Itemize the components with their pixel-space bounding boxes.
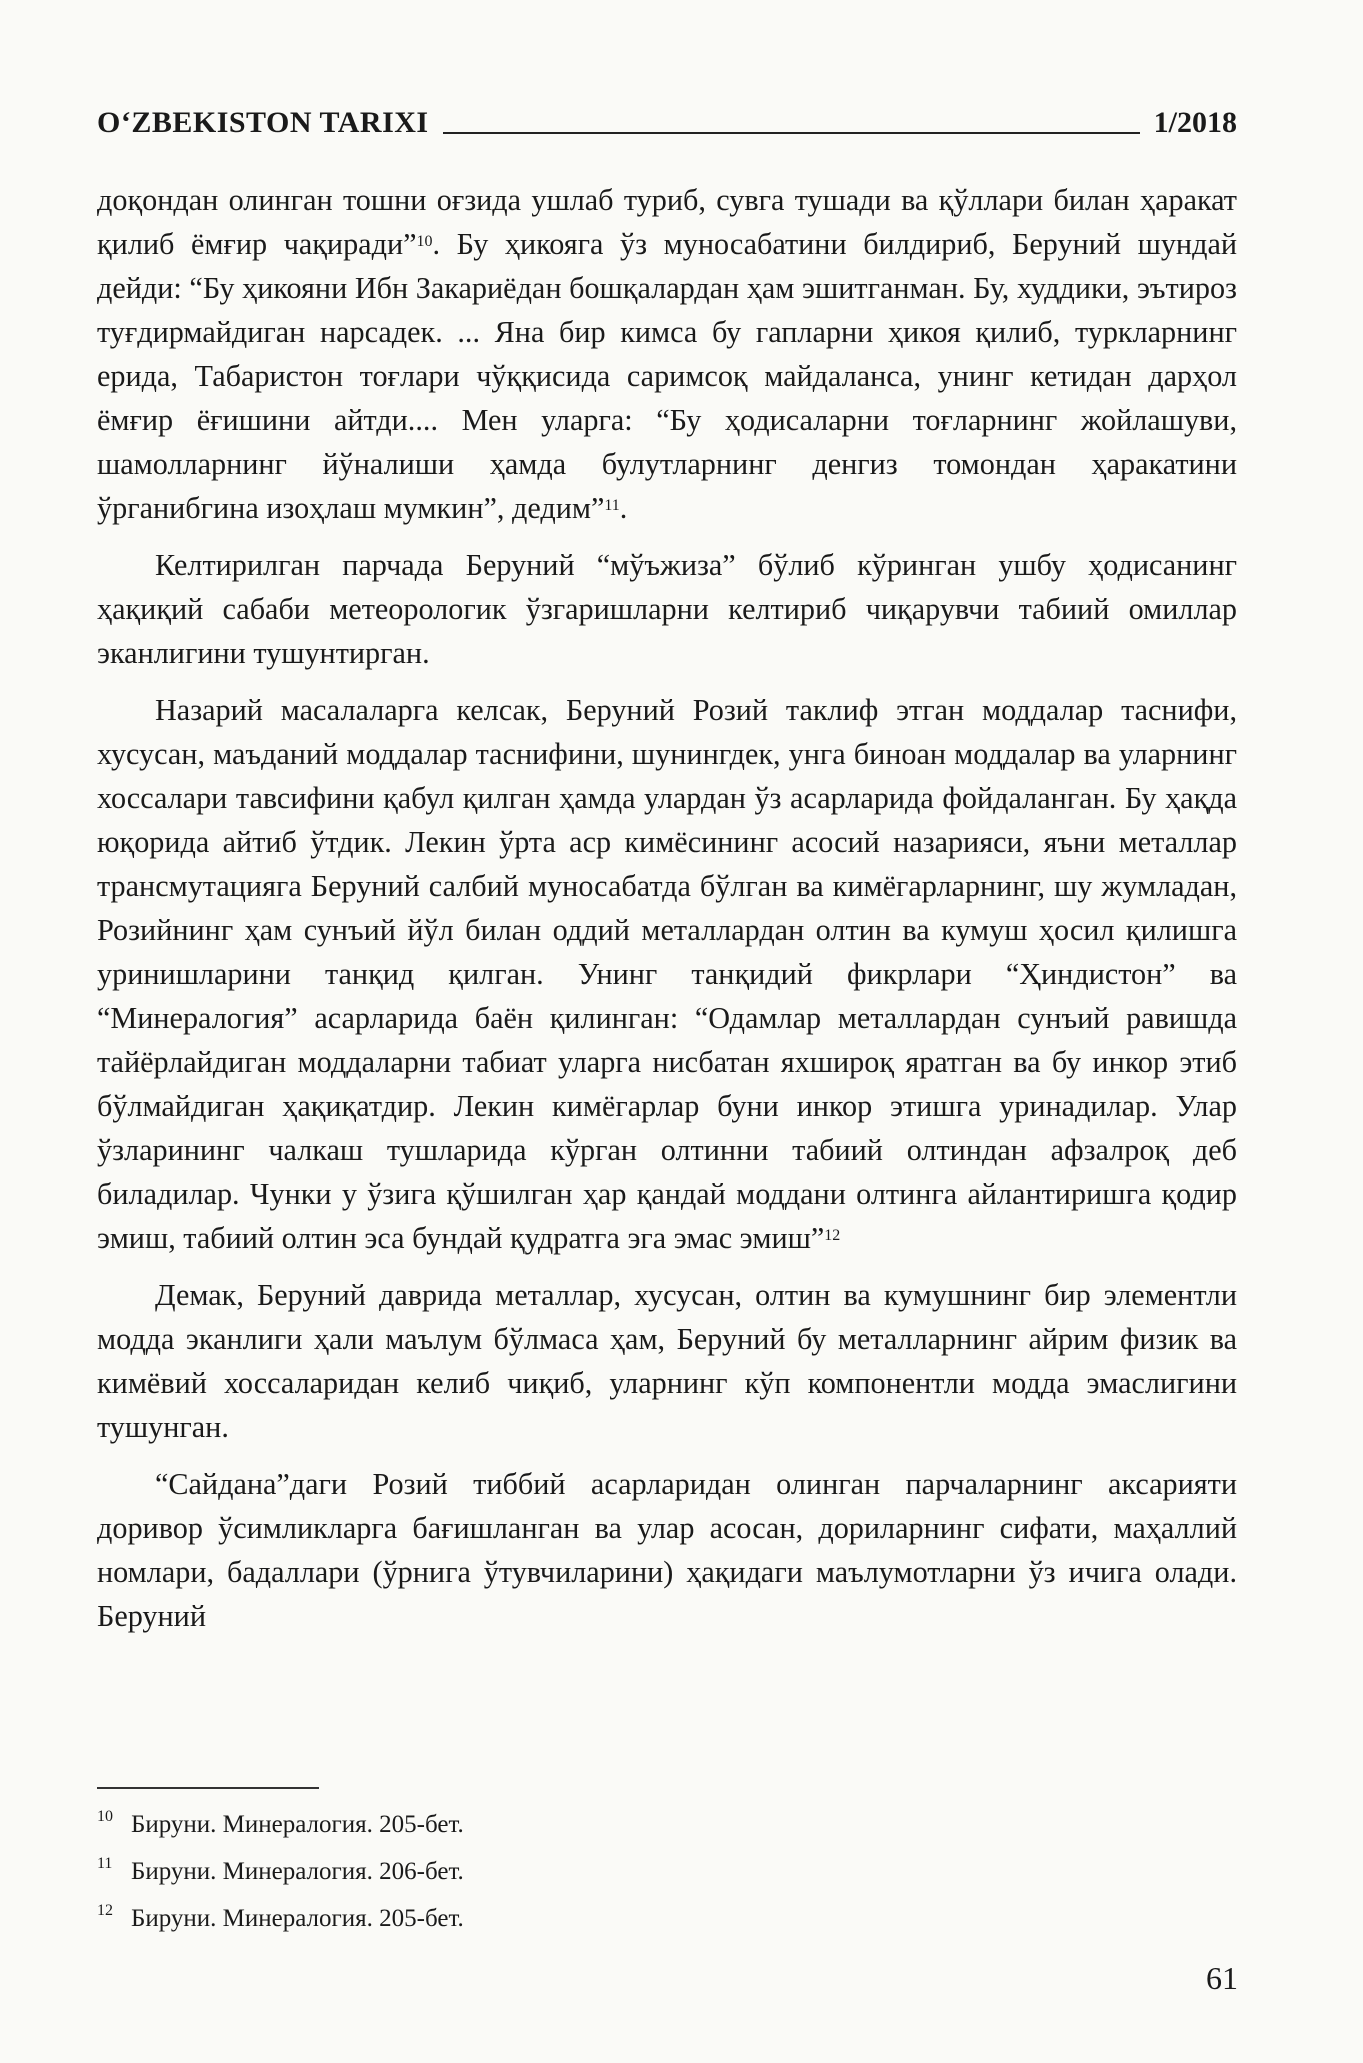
- paragraph-5: [97, 1462, 1237, 1638]
- footnote-ref: 10: [416, 233, 433, 250]
- paragraph-text: доқондан олинган тошни оғзида ушлаб туриб, сувга тушади ва қўллари билан ҳаракат қилиб ёмғир чақиради”: [97, 183, 1237, 261]
- paragraph-text: .: [619, 491, 628, 525]
- paragraph-text: . Бу ҳикояга ўз муносабатини билдириб, Беруний шундай дейди: “Бу ҳикояни Ибн Закариёдан бошқалардан ҳам эшитганман. Бу, худдики, эътироз туғдирмайдиган нарсадек. ... Яна бир кимса бу гапларни ҳикоя қилиб, туркларнинг ерида, Табаристон тоғлари чўққисида саримсоқ майдаланса, унинг кетидан дарҳол ёмғир ёғишини айтди.... Мен уларга: “Бу ҳодисаларни тоғларнинг жойлашуви, шамолларнинг йўналиши ҳамда булутларнинг денгиз томондан ҳаракатини ўрганибгина изоҳлаш мумкин”, дедим”: [97, 227, 1237, 525]
- footnote-text: Бируни. Минералогия. 205-бет.: [131, 1811, 464, 1838]
- footnote-item: [97, 1855, 797, 1902]
- footnote-number: 11: [97, 1855, 113, 1872]
- paragraph-2: [97, 543, 1237, 675]
- article-body: [97, 178, 1237, 1651]
- footnote-item: [97, 1808, 797, 1855]
- paragraph-text: Демак, Беруний даврида металлар, хусусан, олтин ва кумушнинг бир элементли модда эканлиги ҳали маълум бўлмаса ҳам, Беруний бу металларнинг айрим физик ва кимёвий хоссаларидан келиб чиқиб, уларнинг кўп компонентли модда эмаслигини тушунган.: [97, 1278, 1237, 1444]
- footnote-ref: 11: [604, 497, 620, 514]
- footnote-text: Бируни. Минералогия. 206-бет.: [131, 1858, 464, 1885]
- footnotes: [97, 1808, 797, 1949]
- running-header: [97, 98, 1237, 140]
- footnote-number: 10: [97, 1808, 113, 1825]
- paragraph-text: Келтирилган парчада Беруний “мўъжиза” бўлиб кўринган ушбу ҳодисанинг ҳақиқий сабаби метеорологик ўзгаришларни келтириб чиқарувчи табиий омиллар эканлигини тушунтирган.: [97, 548, 1237, 670]
- paragraph-1: [97, 178, 1237, 530]
- header-rule: [443, 132, 1140, 134]
- page-number: 61: [1206, 1960, 1238, 1996]
- journal-title: O‘ZBEKISTON TARIXI: [97, 106, 429, 139]
- footnote-ref: 12: [824, 1227, 841, 1244]
- paragraph-text: “Сайдана”даги Розий тиббий асарларидан олинган парчаларнинг аксарияти доривор ўсимликларга бағишланган ва улар асосан, дориларнинг сифати, маҳаллий номлари, бадаллари (ўрнига ўтувчиларини) ҳақидаги маълумотларни ўз ичига олади. Беруний: [97, 1467, 1237, 1633]
- footnote-text: Бируни. Минералогия. 205-бет.: [131, 1905, 464, 1932]
- footnote-rule: [97, 1787, 319, 1789]
- footnote-item: [97, 1902, 797, 1949]
- footnote-number: 12: [97, 1902, 113, 1919]
- issue-number: 1/2018: [1153, 106, 1237, 139]
- paragraph-4: [97, 1273, 1237, 1449]
- paragraph-text: Назарий масалаларга келсак, Беруний Розий таклиф этган моддалар таснифи, хусусан, маъданий моддалар таснифини, шунингдек, унга биноан моддалар ва уларнинг хоссалари тавсифини қабул қилган ҳамда улардан ўз асарларида фойдаланган. Бу ҳақда юқорида айтиб ўтдик. Лекин ўрта аср кимёсининг асосий назарияси, яъни металлар трансмутацияга Беруний салбий муносабатда бўлган ва кимёгарларнинг, шу жумладан, Розийнинг ҳам сунъий йўл билан оддий металлардан олтин ва кумуш ҳосил қилишга уринишларини танқид қилган. Унинг танқидий фикрлари “Ҳиндистон” ва “Минералогия” асарларида баён қилинган: “Одамлар металлардан сунъий равишда тайёрлайдиган моддаларни табиат уларга нисбатан яхшироқ яратган ва бу инкор этиб бўлмайдиган ҳақиқатдир. Лекин кимёгарлар буни инкор этишга уринадилар. Улар ўзларининг чалкаш тушларида кўрган олтинни табиий олтиндан афзалроқ деб биладилар. Чунки у ўзига қўшилган ҳар қандай моддани олтинга айлантиришга қодир эмиш, табиий олтин эса бундай қудратга эга эмас эмиш”: [97, 693, 1237, 1255]
- paragraph-3: [97, 688, 1237, 1260]
